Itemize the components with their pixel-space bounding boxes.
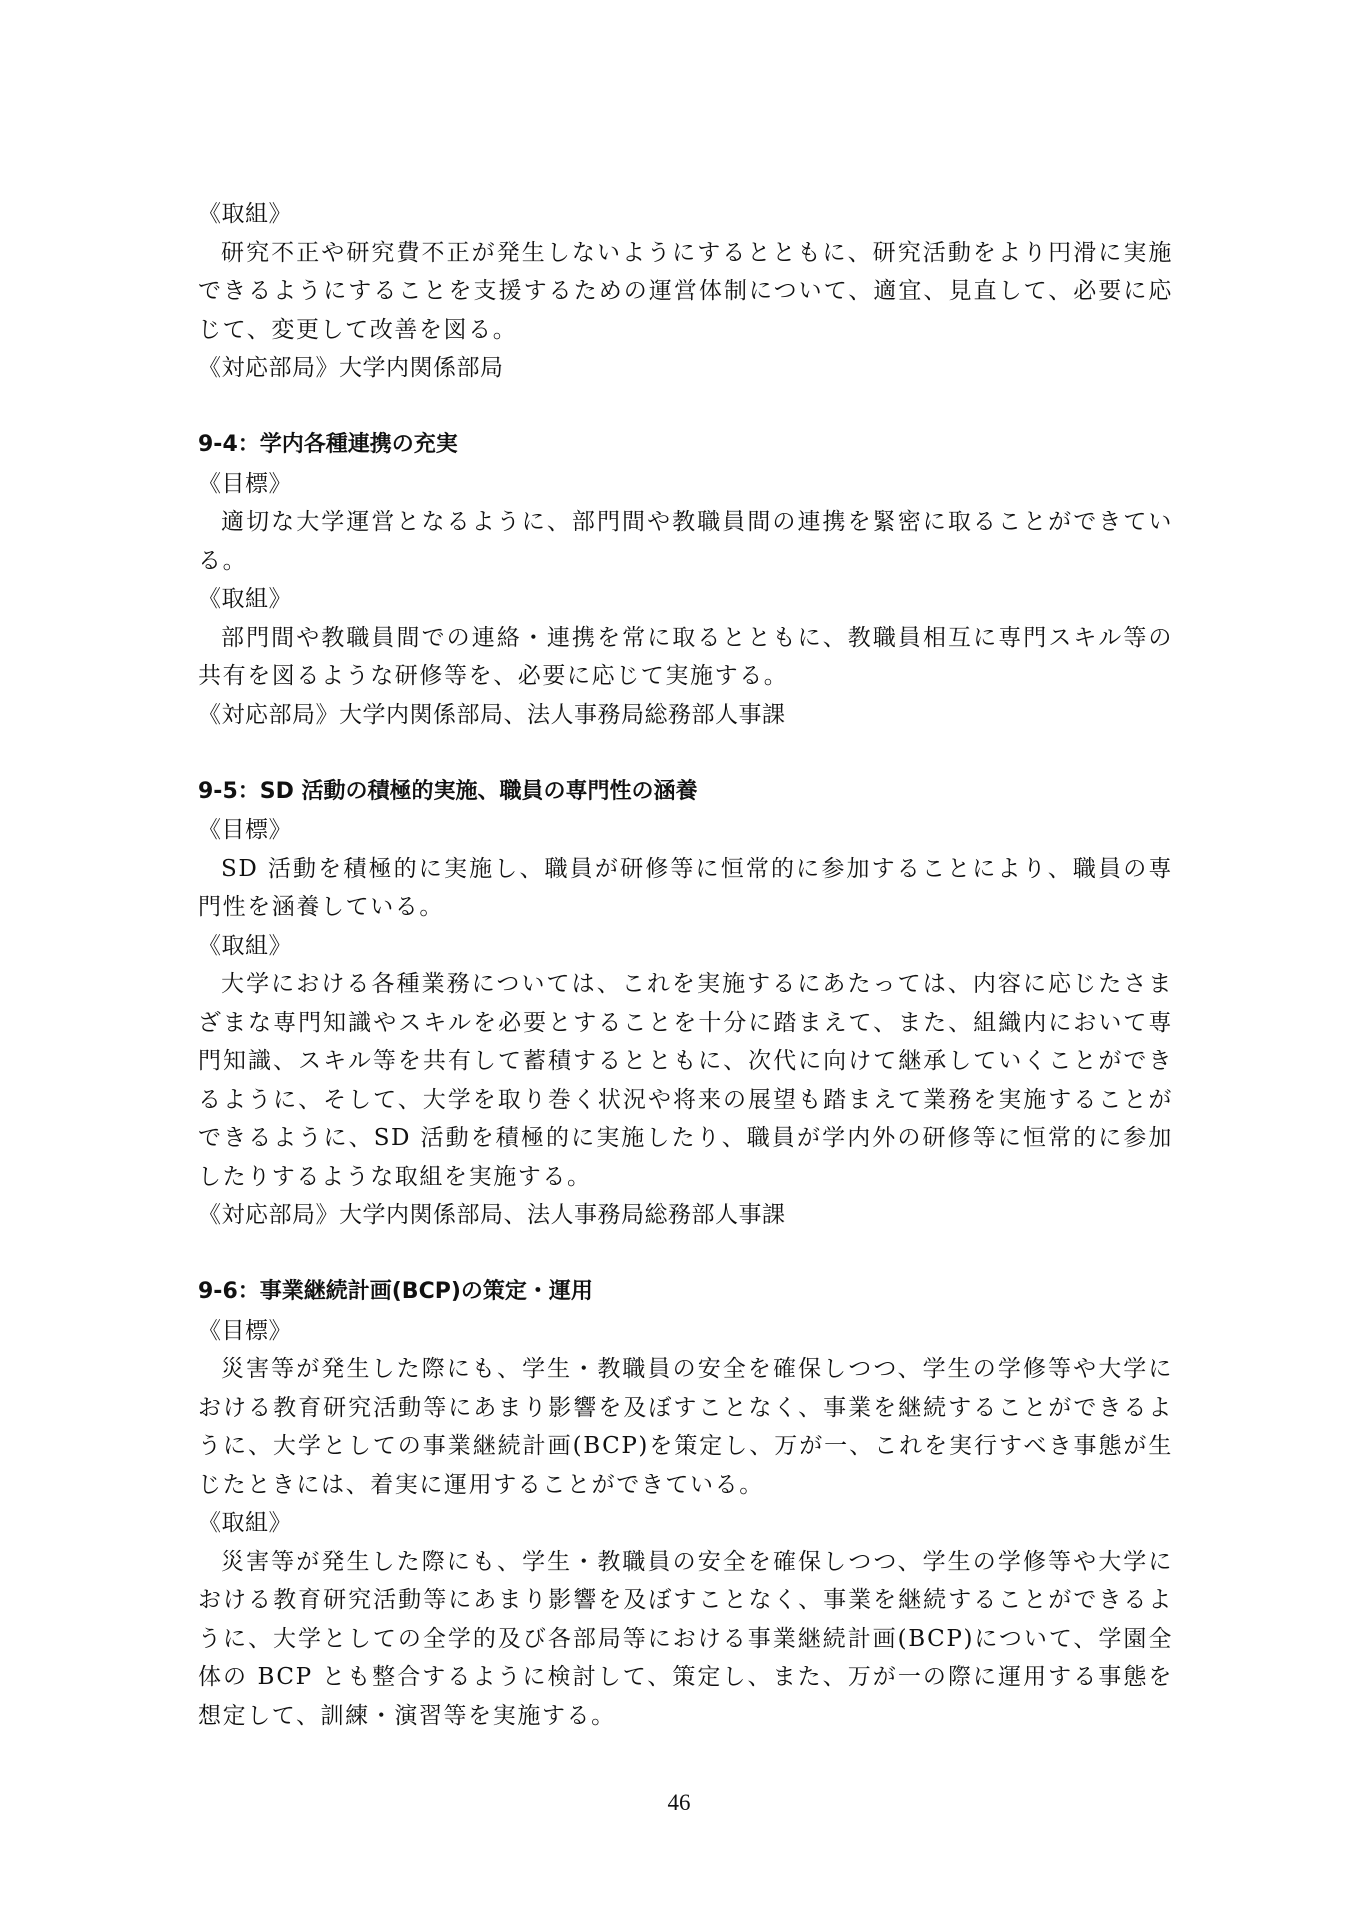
section-label-action: 《取組》: [198, 1510, 292, 1536]
spacer: [198, 1235, 1173, 1274]
paragraph-goal: 災害等が発生した際にも、学生・教職員の安全を確保しつつ、学生の学修等や大学における教育研究活動等にあまり影響を及ぼすことなく、事業を継続することができるように、大学としての事業継続計画(BCP)を策定し、万が一、これを実行すべき事態が生じたときには、着実に運用することができている。: [198, 1356, 1173, 1498]
section-label-goal: 《目標》: [198, 470, 292, 497]
paragraph-action: 災害等が発生した際にも、学生・教職員の安全を確保しつつ、学生の学修等や大学における教育研究活動等にあまり影響を及ぼすことなく、事業を継続することができるように、大学としての全学的及び各部局等における事業継続計画(BCP)について、学園全体の BCP とも整合するように検討して、策定し、また、万が一の際に運用する事態を想定して、訓練・演習等を実施する。: [198, 1548, 1173, 1729]
paragraph-action: 研究不正や研究費不正が発生しないようにするとともに、研究活動をより円滑に実施できるようにすることを支援するための運営体制について、適宜、見直して、必要に応じて、変更して改善を図る。: [198, 239, 1173, 343]
document-body: [198, 195, 1173, 1735]
paragraph-action: 部門間や教職員間での連絡・連携を常に取るとともに、教職員相互に専門スキル等の共有を図るような研修等を、必要に応じて実施する。: [198, 624, 1173, 689]
section-label-action: 《取組》: [198, 932, 292, 959]
paragraph-goal: SD 活動を積極的に実施し、職員が研修等に恒常的に参加することにより、職員の専門性を涵養している。: [198, 855, 1173, 920]
department-line: 《対応部局》大学内関係部局: [198, 355, 504, 381]
paragraph-action: 大学における各種業務については、これを実施するにあたっては、内容に応じたさまざまな専門知識やスキルを必要とすることを十分に踏まえて、また、組織内において専門知識、スキル等を共有して蓄積するとともに、次代に向けて継承していくことができるように、そして、大学を取り巻く状況や将来の展望も踏まえて業務を実施することができるように、SD 活動を積極的に実施したり、職員が学内外の研修等に恒常的に参加したりするような取組を実施する。: [198, 971, 1173, 1190]
department-line: 《対応部局》大学内関係部局、法人事務局総務部人事課: [198, 701, 786, 728]
section-label-goal: 《目標》: [198, 817, 292, 843]
spacer: [198, 388, 1173, 427]
section-label-action: 《取組》: [198, 586, 292, 612]
page-number: 46: [667, 1790, 691, 1815]
section-heading-9-4: 9-4：学内各種連携の充実: [198, 432, 458, 457]
section-label-goal: 《目標》: [198, 1317, 292, 1344]
section-label-action: 《取組》: [198, 201, 292, 227]
spacer: [198, 734, 1173, 773]
section-heading-9-6: 9-6：事業継続計画(BCP)の策定・運用: [198, 1279, 593, 1304]
paragraph-goal: 適切な大学運営となるように、部門間や教職員間の連携を緊密に取ることができている。: [198, 509, 1173, 574]
department-line: 《対応部局》大学内関係部局、法人事務局総務部人事課: [198, 1202, 786, 1228]
section-heading-9-5: 9-5：SD 活動の積極的実施、職員の専門性の涵養: [198, 778, 698, 804]
